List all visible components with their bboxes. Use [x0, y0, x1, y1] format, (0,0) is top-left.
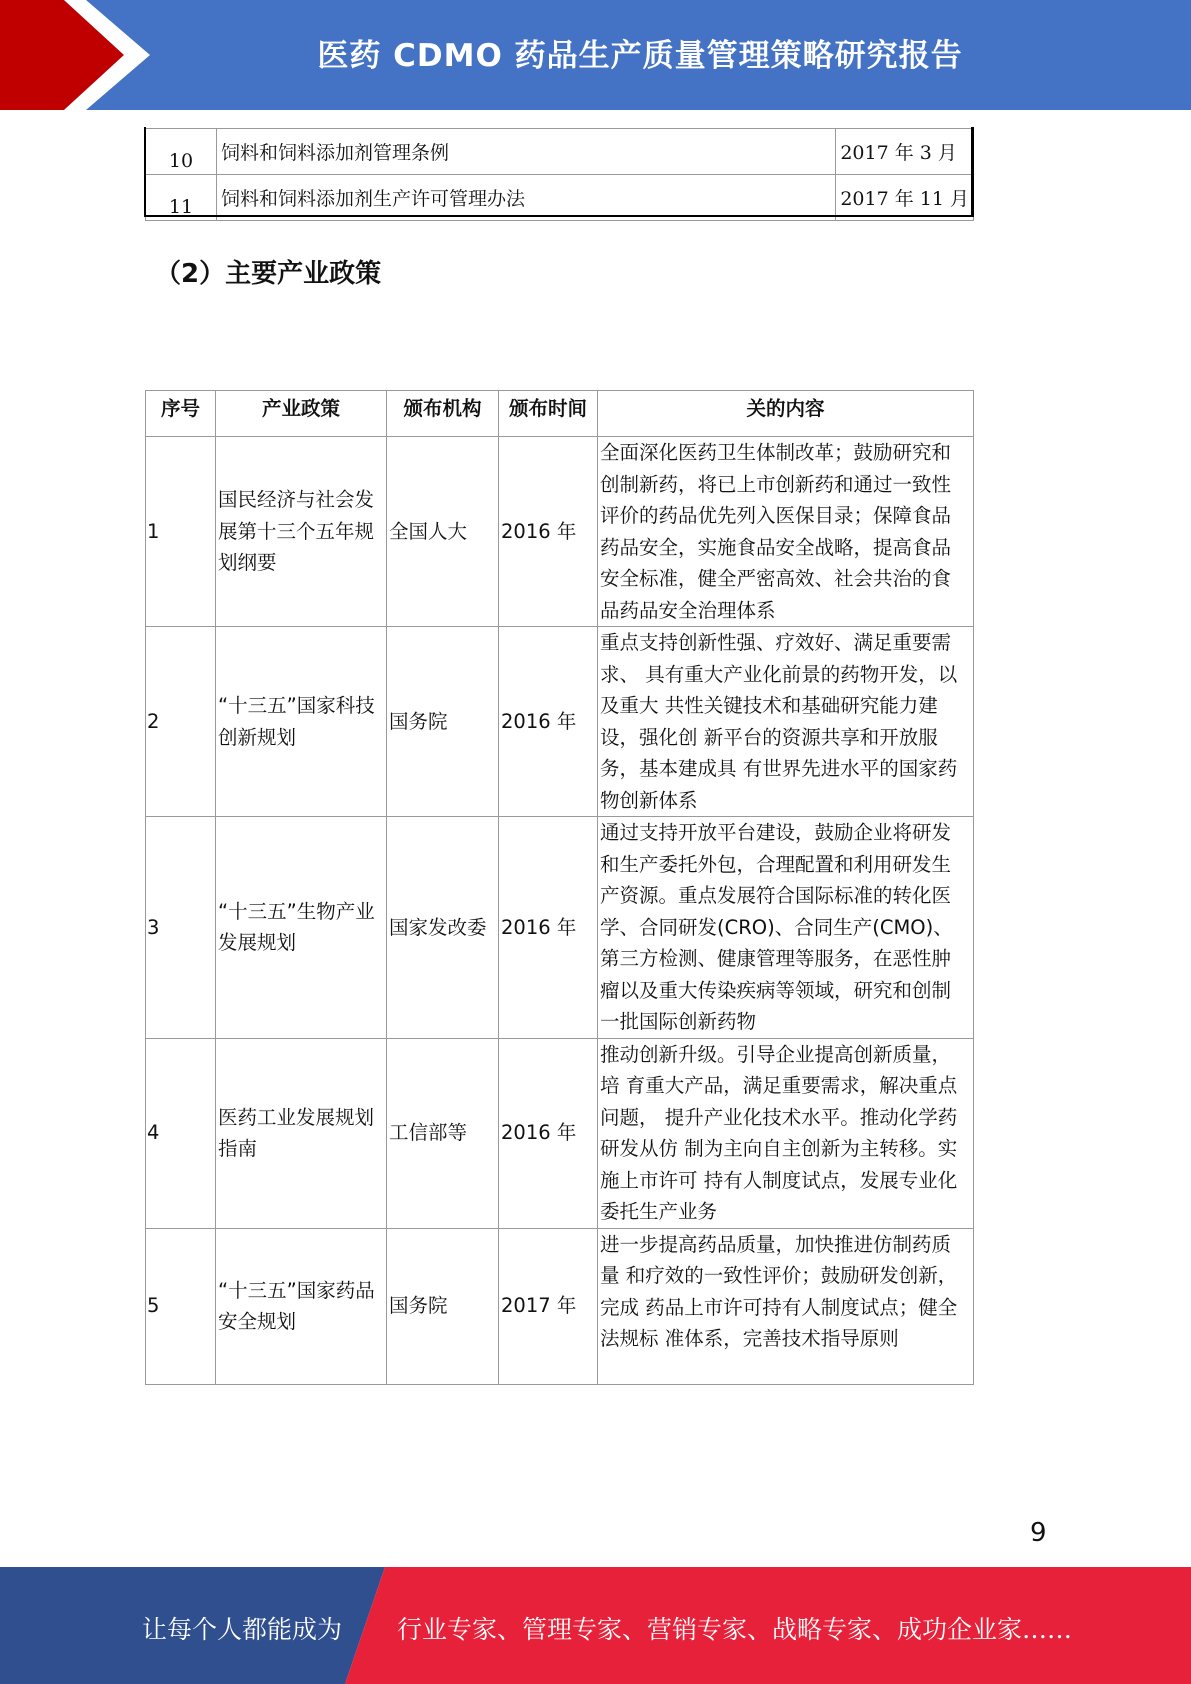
row-number: 3 [146, 817, 216, 1039]
policy-content: 通过支持开放平台建设，鼓励企业将研发 和生产委托外包，合理配置和利用研发生 产资源。重点发展符合国际标准的转化医 学、合同研发(CRO)、合同生产(CMO)、 第三方检测、健康管理等服务，在恶性肿 瘤以及重大传染疾病等领域，研究和创制 一批国际创新药物 [598, 817, 974, 1039]
issue-time: 2016 年 [499, 1038, 598, 1228]
policy-content: 全面深化医药卫生体制改革；鼓励研究和 创制新药，将已上市创新药和通过一致性 评价的药品优先列入医保目录；保障食品 药品安全，实施食品安全战略，提高食品 安全标准，健全严密高效、社会共治的食 品药品安全治理体系 [598, 437, 974, 627]
row-number: 1 [146, 437, 216, 627]
policy-name: 医药工业发展规划指南 [216, 1038, 387, 1228]
table-row [146, 817, 974, 1039]
policy-content: 推动创新升级。引导企业提高创新质量，培 育重大产品，满足重要需求，解决重点问题， 提升产业化技术水平。推动化学药研发从仿 制为主向自主创新为主转移。实施上市许可 持有人制度试点，发展专业化委托生产业务 [598, 1038, 974, 1228]
issuing-org: 工信部等 [387, 1038, 499, 1228]
issue-time: 2016 年 [499, 627, 598, 817]
row-number: 10 [146, 129, 217, 175]
column-header-policy: 产业政策 [216, 391, 387, 437]
policy-table [145, 390, 974, 1385]
issuing-org: 国务院 [387, 1228, 499, 1384]
column-header-org: 颁布机构 [387, 391, 499, 437]
table-row [146, 175, 974, 221]
policy-name: “十三五”生物产业发展规划 [216, 817, 387, 1039]
column-header-content: 关的内容 [598, 391, 974, 437]
page-number: 9 [1030, 1518, 1047, 1548]
policy-content: 重点支持创新性强、疗效好、满足重要需求、 具有重大产业化前景的药物开发，以及重大 共性关键技术和基础研究能力建设，强化创 新平台的资源共享和开放服务，基本建成具 有世界先进水平的国家药物创新体系 [598, 627, 974, 817]
issue-time: 2016 年 [499, 817, 598, 1039]
table-row [146, 1038, 974, 1228]
policy-name: 国民经济与社会发展第十三个五年规划纲要 [216, 437, 387, 627]
table-row [146, 627, 974, 817]
issuing-org: 国务院 [387, 627, 499, 817]
issuing-org: 国家发改委 [387, 817, 499, 1039]
row-number: 4 [146, 1038, 216, 1228]
report-title: 医药 CDMO 药品生产质量管理策略研究报告 [317, 38, 963, 74]
table-header-row [146, 391, 974, 437]
row-number: 5 [146, 1228, 216, 1384]
table-row [146, 437, 974, 627]
page-footer [0, 1567, 1191, 1684]
regulation-name: 饲料和饲料添加剂管理条例 [217, 129, 836, 175]
footer-slogan-right: 行业专家、管理专家、营销专家、战略专家、成功企业家…… [397, 1615, 1073, 1644]
footer-slogan-left: 让每个人都能成为 [142, 1615, 343, 1644]
issuing-org: 全国人大 [387, 437, 499, 627]
row-number: 11 [146, 175, 217, 221]
table-row [146, 129, 974, 175]
issue-time: 2017 年 [499, 1228, 598, 1384]
policy-content: 进一步提高药品质量，加快推进仿制药质量 和疗效的一致性评价；鼓励研发创新，完成 药品上市许可持有人制度试点；健全法规标 准体系，完善技术指导原则 [598, 1228, 974, 1384]
regulation-date: 2017 年 3 月 [836, 129, 974, 175]
column-header-number: 序号 [146, 391, 216, 437]
regulation-name: 饲料和饲料添加剂生产许可管理办法 [217, 175, 836, 221]
issue-time: 2016 年 [499, 437, 598, 627]
policy-name: “十三五”国家科技创新规划 [216, 627, 387, 817]
policy-name: “十三五”国家药品安全规划 [216, 1228, 387, 1384]
regulations-table [145, 128, 974, 221]
section-heading: （2）主要产业政策 [155, 259, 382, 289]
regulation-date: 2017 年 11 月 [836, 175, 974, 221]
row-number: 2 [146, 627, 216, 817]
table-row [146, 1228, 974, 1384]
column-header-time: 颁布时间 [499, 391, 598, 437]
page-header [0, 0, 1191, 110]
